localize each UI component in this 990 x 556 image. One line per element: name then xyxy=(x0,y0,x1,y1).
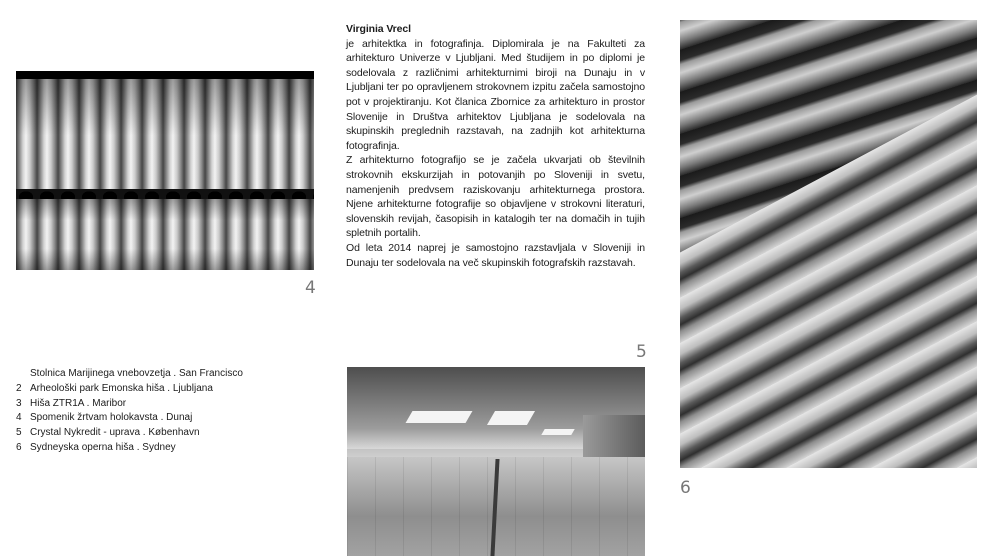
caption-number-4: 4 xyxy=(305,278,316,298)
bio-paragraph-1: je arhitektka in fotografinja. Diplomirala je na Fakulteti za arhitekturo Univerze v Ljubljani. Med študijem in po diplomi je sodelovala z različnimi arhitekturnimi biroji na Dunaju in v Ljubljani ter po opravljenem strokovnem izpitu začela samostojno pot v projektiranju. Kot članica Zbornice za arhitekturo in prostor Slovenije in Društva arhitektov Ljubljana je sodelovala na skupinskih preglednih razstavah, na zadnjih kot arhitekturna fotografinja. xyxy=(346,37,645,152)
list-item: 2 Arheološki park Emonska hiša . Ljubljana xyxy=(16,382,213,394)
author-name: Virginia Vrecl xyxy=(346,23,411,35)
list-item: 6 Sydneyska operna hiša . Sydney xyxy=(16,441,176,453)
skylight-1 xyxy=(406,411,473,423)
bio-paragraph-3: Od leta 2014 naprej je samostojno razstavljala v Sloveniji in Dunaju ter sodelovala na več skupinskih fotografskih razstavah. xyxy=(346,241,645,269)
bio-paragraph-2: Z arhitekturno fotografijo se je začela ukvarjati ob številnih strokovnih ekskurzijah in potovanjih po Sloveniji in svetu, namenjenih predvsem raziskovanju arhitekturnega prostora. Njene arhitekturne fotografije so objavljene v strokovni literaturi, slovenskih revijah, časopisih in katalogih ter na domačih in tujih spletnih portalih. xyxy=(346,154,645,240)
list-item: 4 Spomenik žrtvam holokavsta . Dunaj xyxy=(16,412,193,424)
list-item: Stolnica Marijinega vnebovzetja . San Francisco xyxy=(30,368,243,379)
photo-6-concrete-ribs xyxy=(680,20,977,468)
photo-5-concrete-underpass xyxy=(347,367,645,556)
skylight-2 xyxy=(487,411,535,425)
skylight-3 xyxy=(541,429,574,435)
caption-number-6: 6 xyxy=(680,478,691,498)
photo-4-pleated-facade xyxy=(16,71,314,270)
list-item: 5 Crystal Nykredit - uprava . København xyxy=(16,427,200,439)
caption-number-5: 5 xyxy=(636,342,647,362)
pleats-lower xyxy=(16,199,314,270)
list-item: 3 Hiša ZTR1A . Maribor xyxy=(16,397,127,409)
bio-text xyxy=(346,22,645,270)
photo-list xyxy=(16,367,243,456)
